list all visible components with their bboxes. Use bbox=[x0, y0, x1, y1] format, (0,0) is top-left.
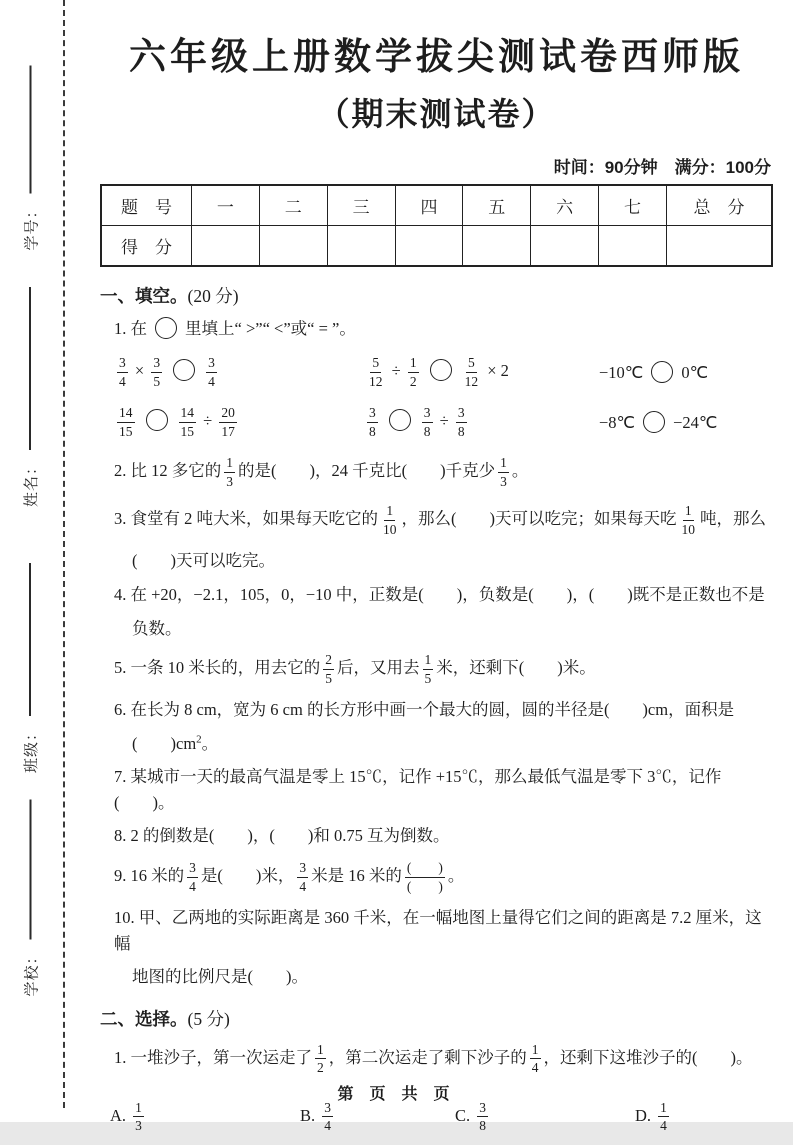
score-table-header-cell: 二 bbox=[259, 185, 327, 226]
expression bbox=[114, 402, 364, 442]
text-run: ( )天可以吃完。 bbox=[132, 551, 275, 571]
student-id-writing-line bbox=[30, 66, 32, 194]
question-line bbox=[100, 452, 773, 492]
fraction bbox=[422, 404, 433, 440]
text-run: 1. 在 bbox=[114, 319, 147, 339]
fraction-numerator: 3 bbox=[297, 859, 308, 878]
answer-circle bbox=[155, 317, 177, 339]
score-table-header-cell: 七 bbox=[599, 185, 667, 226]
answer-circle bbox=[643, 411, 665, 433]
class-label: 班级： bbox=[23, 724, 40, 773]
fraction-numerator: 1 bbox=[133, 1099, 144, 1118]
fraction bbox=[405, 859, 445, 895]
main-column bbox=[100, 25, 773, 1145]
fraction bbox=[151, 354, 162, 390]
text-run: 9. 16 米的 bbox=[114, 865, 185, 885]
fraction bbox=[117, 404, 135, 440]
fraction-numerator: 1 bbox=[683, 502, 694, 521]
text-run: 2. 比 12 多它的 bbox=[114, 461, 222, 481]
expression bbox=[114, 352, 364, 392]
text-run: B. bbox=[300, 1105, 320, 1125]
fraction bbox=[658, 1099, 669, 1135]
expression bbox=[364, 402, 599, 442]
text-run: ，第二次运走了剩下沙子的 bbox=[328, 1047, 527, 1067]
text-run: 5. 一条 10 米长的，用去它的 bbox=[114, 657, 321, 677]
fraction-denominator: ( ) bbox=[406, 878, 443, 894]
fraction bbox=[224, 454, 235, 490]
answer-circle bbox=[173, 359, 195, 381]
fraction-numerator: 5 bbox=[370, 354, 381, 373]
score-table-header-cell: 一 bbox=[192, 185, 260, 226]
fraction bbox=[187, 859, 198, 895]
student-id-label: 学号： bbox=[24, 202, 40, 251]
school-writing-line bbox=[30, 800, 32, 940]
fraction bbox=[219, 404, 237, 440]
answer-circle bbox=[430, 359, 452, 381]
question-line bbox=[100, 905, 773, 956]
fraction bbox=[322, 1099, 333, 1135]
expression bbox=[599, 411, 773, 433]
fraction bbox=[206, 354, 217, 390]
sidebar-field-school bbox=[19, 800, 43, 997]
score-cell bbox=[599, 226, 667, 267]
text-run: 。 bbox=[201, 733, 219, 753]
fraction-denominator: 4 bbox=[208, 373, 215, 389]
fraction-numerator: 3 bbox=[151, 354, 162, 373]
fraction-numerator: 1 bbox=[423, 651, 434, 670]
answer-circle bbox=[146, 409, 168, 431]
fraction-denominator: 15 bbox=[119, 423, 133, 439]
score-table-header-cell: 五 bbox=[463, 185, 531, 226]
question-line bbox=[100, 316, 773, 342]
class-writing-line bbox=[29, 563, 31, 716]
name-writing-line bbox=[29, 287, 31, 450]
question-line bbox=[100, 731, 773, 757]
fraction-denominator: 12 bbox=[464, 373, 479, 389]
score-table-header-cell: 四 bbox=[395, 185, 463, 226]
fraction-numerator: 3 bbox=[117, 354, 128, 373]
fraction-numerator: 1 bbox=[498, 454, 509, 473]
text-run: D. bbox=[635, 1105, 656, 1125]
text-run: 吨，那么 bbox=[700, 509, 766, 529]
fraction-numerator: 3 bbox=[422, 404, 433, 423]
text-run: 7. 某城市一天的最高气温是零上 15℃，记作 +15℃，那么最低气温是零下 3℃，记作( )。 bbox=[114, 767, 722, 812]
score-table bbox=[100, 184, 773, 267]
score-row-label: 得 分 bbox=[101, 226, 192, 267]
fraction-denominator: 8 bbox=[479, 1118, 487, 1134]
text-run: ( )cm bbox=[132, 733, 197, 753]
fraction-denominator: 5 bbox=[424, 670, 432, 686]
score-table-header-row bbox=[101, 185, 772, 226]
fraction-numerator: 3 bbox=[187, 859, 198, 878]
score-cell bbox=[327, 226, 395, 267]
fraction-numerator: ( ) bbox=[405, 859, 445, 878]
score-table-header-cell: 三 bbox=[327, 185, 395, 226]
fraction-numerator: 1 bbox=[408, 354, 419, 373]
fraction-denominator: 15 bbox=[180, 423, 194, 439]
question-line bbox=[100, 500, 773, 540]
text-run: ÷ bbox=[387, 360, 405, 380]
expression bbox=[599, 361, 773, 383]
seal-dashed-line bbox=[63, 0, 65, 1108]
text-run: ÷ bbox=[199, 410, 217, 430]
fraction-denominator: 4 bbox=[299, 878, 307, 894]
text-run: ，还剩下这堆沙子的( )。 bbox=[543, 1047, 753, 1067]
question-line bbox=[100, 823, 773, 849]
fraction-numerator: 1 bbox=[530, 1041, 541, 1060]
text-run: 8. 2 的倒数是( )，( )和 0.75 互为倒数。 bbox=[114, 826, 450, 846]
section-label: 一、填空。 bbox=[100, 286, 188, 307]
fraction-denominator: 3 bbox=[500, 473, 507, 489]
text-run: × 2 bbox=[483, 360, 509, 380]
text-run: 后，又用去 bbox=[337, 657, 420, 677]
score-table-header-cell: 总 分 bbox=[667, 185, 773, 226]
fraction-denominator: 4 bbox=[189, 878, 196, 894]
fraction-numerator: 3 bbox=[206, 354, 217, 373]
score-cell bbox=[531, 226, 599, 267]
fraction bbox=[381, 502, 399, 538]
name-label: 姓名： bbox=[23, 458, 40, 507]
fraction bbox=[423, 651, 434, 687]
fraction bbox=[117, 354, 128, 390]
fraction-denominator: 4 bbox=[324, 1118, 332, 1134]
fraction-denominator: 5 bbox=[153, 373, 161, 389]
question-line bbox=[100, 649, 773, 689]
fraction-numerator: 3 bbox=[456, 404, 467, 423]
fraction-numerator: 1 bbox=[315, 1041, 326, 1060]
text-run: 里填上“ >”“ <”或“ = ”。 bbox=[185, 319, 356, 339]
fraction-numerator: 1 bbox=[658, 1099, 669, 1118]
score-cell bbox=[463, 226, 531, 267]
answer-circle bbox=[651, 361, 673, 383]
score-cell bbox=[192, 226, 260, 267]
text-run: (5 分) bbox=[187, 1008, 230, 1029]
fraction-numerator: 5 bbox=[466, 354, 477, 373]
fraction-denominator: 3 bbox=[226, 473, 233, 489]
fraction-denominator: 4 bbox=[531, 1060, 539, 1076]
score-cell bbox=[259, 226, 327, 267]
fraction-numerator: 3 bbox=[322, 1099, 333, 1118]
fraction-denominator: 17 bbox=[221, 423, 235, 439]
answer-circle bbox=[389, 409, 411, 431]
fraction-denominator: 12 bbox=[369, 373, 383, 389]
fraction-numerator: 3 bbox=[477, 1099, 488, 1118]
fraction bbox=[408, 354, 419, 390]
text-run: ÷ bbox=[435, 410, 453, 430]
fraction bbox=[680, 502, 698, 538]
question-line bbox=[100, 764, 773, 815]
fraction-numerator: 14 bbox=[117, 404, 135, 423]
text-run: −24℃ bbox=[673, 413, 718, 433]
text-run: ，那么( )天可以吃完；如果每天吃 bbox=[401, 509, 677, 529]
text-run: 6. 在长为 8 cm，宽为 6 cm 的长方形中画一个最大的圆，圆的半径是( )cm，面积是 bbox=[114, 700, 735, 720]
expression-row bbox=[100, 402, 773, 442]
fraction-denominator: 2 bbox=[317, 1060, 324, 1076]
fraction-numerator: 14 bbox=[179, 404, 197, 423]
fraction-numerator: 20 bbox=[219, 404, 237, 423]
fraction-numerator: 1 bbox=[224, 454, 235, 473]
score-cell bbox=[667, 226, 773, 267]
fraction-denominator: 8 bbox=[457, 423, 465, 439]
fraction bbox=[367, 354, 385, 390]
text-run: 米，还剩下( )米。 bbox=[436, 657, 596, 677]
text-run: 的是( )，24 千克比( )千克少 bbox=[238, 461, 496, 481]
text-run: × bbox=[130, 360, 149, 380]
fraction bbox=[297, 859, 308, 895]
expression bbox=[364, 352, 599, 392]
text-run: C. bbox=[455, 1105, 475, 1125]
score-cell bbox=[395, 226, 463, 267]
section-label: 二、选择。 bbox=[100, 1008, 188, 1029]
sidebar-field-class bbox=[18, 563, 42, 773]
text-run: A. bbox=[110, 1105, 131, 1125]
fraction-denominator: 4 bbox=[660, 1118, 667, 1134]
score-table-score-row bbox=[101, 226, 772, 267]
page-title: 六年级上册数学拔尖测试卷西师版 bbox=[129, 36, 744, 77]
superscript: 2 bbox=[196, 733, 202, 746]
fraction bbox=[463, 354, 481, 390]
text-run: 4. 在 +20，−2.1，105，0，−10 中，正数是( )，负数是( )，( )既不是正数也不是 bbox=[114, 584, 765, 604]
fraction bbox=[179, 404, 197, 440]
fraction bbox=[530, 1041, 541, 1077]
text-run: 3. 食堂有 2 吨大米，如果每天吃它的 bbox=[114, 509, 378, 529]
question-line bbox=[100, 857, 773, 897]
fraction bbox=[315, 1041, 326, 1077]
text-run: 米是 16 米的 bbox=[311, 865, 402, 885]
text-run: 1. 一堆沙子，第一次运走了 bbox=[114, 1047, 312, 1067]
exam-meta: 时间：90分钟 满分：100分 bbox=[553, 158, 771, 178]
expression-row bbox=[100, 352, 773, 392]
text-run: 10. 甲、乙两地的实际距离是 360 千米，在一幅地图上量得它们之间的距离是 7.2 厘米，这幅 bbox=[114, 908, 762, 953]
fraction-denominator: 10 bbox=[681, 521, 695, 537]
questions-area bbox=[100, 283, 773, 1137]
fraction-denominator: 5 bbox=[325, 670, 332, 686]
text-run: 是( )米， bbox=[200, 865, 295, 885]
question-line bbox=[100, 548, 773, 574]
text-run: 。 bbox=[447, 865, 465, 885]
fraction bbox=[133, 1099, 144, 1135]
text-run: −8℃ bbox=[599, 413, 636, 433]
score-table-header-cell: 六 bbox=[531, 185, 599, 226]
fraction-numerator: 3 bbox=[367, 404, 378, 423]
fraction-denominator: 4 bbox=[119, 373, 126, 389]
question-line bbox=[100, 582, 773, 608]
text-run: −10℃ bbox=[599, 363, 644, 383]
text-run: (20 分) bbox=[187, 286, 239, 307]
school-label: 学校： bbox=[24, 948, 40, 997]
question-line bbox=[100, 964, 773, 990]
text-run: 地图的比例尺是( )。 bbox=[132, 967, 308, 987]
question-line bbox=[100, 697, 773, 723]
fraction-numerator: 1 bbox=[384, 502, 395, 521]
fraction bbox=[323, 651, 334, 687]
fraction-denominator: 8 bbox=[369, 423, 376, 439]
sidebar-field-student-id bbox=[19, 66, 43, 251]
sidebar-field-name bbox=[18, 287, 42, 507]
fraction-denominator: 3 bbox=[135, 1118, 142, 1134]
text-run: 负数。 bbox=[132, 618, 182, 638]
text-run: 。 bbox=[511, 461, 529, 481]
fraction-denominator: 8 bbox=[423, 423, 431, 439]
fraction bbox=[367, 404, 378, 440]
fraction bbox=[456, 404, 467, 440]
fraction-denominator: 2 bbox=[409, 373, 417, 389]
score-table-header-cell: 题 号 bbox=[101, 185, 192, 226]
text-run: 0℃ bbox=[681, 363, 709, 383]
question-line bbox=[100, 616, 773, 642]
fraction-numerator: 2 bbox=[323, 651, 334, 670]
question-line bbox=[100, 1039, 773, 1079]
page-subtitle: （期末测试卷） bbox=[317, 96, 556, 133]
section-heading bbox=[100, 1006, 773, 1031]
fraction-denominator: 10 bbox=[383, 521, 397, 537]
fraction bbox=[477, 1099, 488, 1135]
section-heading bbox=[100, 283, 773, 308]
fraction bbox=[498, 454, 509, 490]
page-footer: 第 页 共 页 bbox=[337, 1086, 456, 1103]
